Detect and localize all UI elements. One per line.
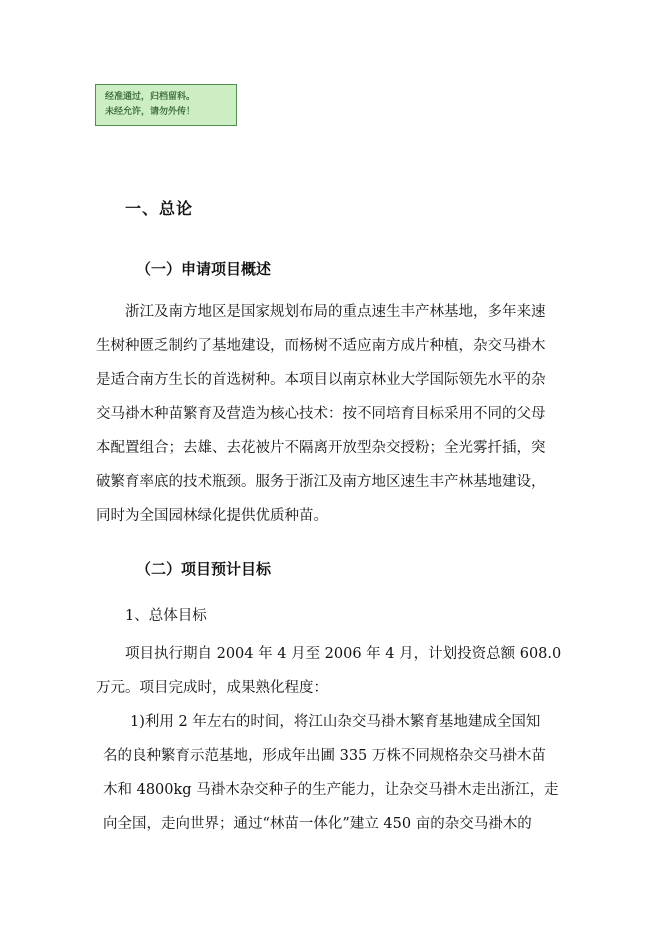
paragraph-line: 本配置组合；去雄、去花被片不隔离开放型杂交授粉；全光雾扦插，突 — [96, 440, 546, 456]
paragraph-line: 项目执行期自 2004 年 4 月至 2006 年 4 月，计划投资总额 608.0 — [125, 646, 562, 662]
paragraph-line: 向全国，走向世界；通过“林苗一体化”建立 450 亩的杂交马褂木的 — [103, 816, 532, 832]
stamp-line-1: 经准通过，归档留科。 — [105, 92, 196, 102]
paragraph-line: 是适合南方生长的首选树种。本项目以南京林业大学国际领先水平的杂 — [96, 372, 546, 388]
section-heading-general: 一、总论 — [125, 199, 194, 218]
stamp-line-2: 未经允许，请勿外传！ — [105, 107, 196, 117]
paragraph-line: 生树种匮乏制约了基地建设，而杨树不适应南方成片种植，杂交马褂木 — [96, 338, 546, 354]
paragraph-line: 木和 4800kg 马褂木杂交种子的生产能力，让杂交马褂木走出浙江，走 — [103, 782, 559, 798]
paragraph-line: 名的良种繁育示范基地，形成年出圃 335 万株不同规格杂交马褂木苗 — [103, 748, 546, 764]
subsection-heading-goals: （二）项目预计目标 — [136, 560, 272, 578]
approval-stamp — [95, 84, 237, 126]
paragraph-line: 同时为全国园林绿化提供优质种苗。 — [96, 508, 328, 524]
paragraph-line: 交马褂木种苗繁育及营造为核心技术：按不同培育目标采用不同的父母 — [96, 406, 546, 422]
paragraph-line: 浙江及南方地区是国家规划布局的重点速生丰产林基地，多年来速 — [125, 304, 546, 320]
paragraph-line: 破繁育率底的技术瓶颈。服务于浙江及南方地区速生丰产林基地建设， — [96, 474, 546, 490]
paragraph-line: 1)利用 2 年左右的时间，将江山杂交马褂木繁育基地建成全国知 — [130, 714, 541, 730]
goal-title: 1、总体目标 — [125, 608, 207, 624]
subsection-heading-overview: （一）申请项目概述 — [136, 260, 272, 278]
paragraph-line: 万元。项目完成时，成果熟化程度： — [96, 680, 328, 696]
